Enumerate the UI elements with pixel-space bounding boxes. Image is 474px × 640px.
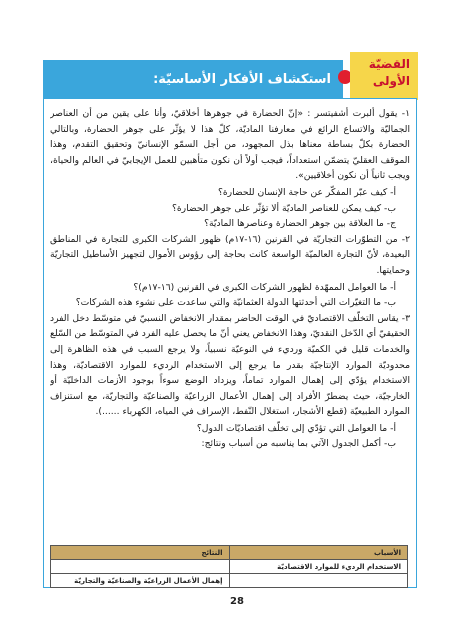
table-header-causes: الأسباب bbox=[229, 546, 408, 560]
table-cell: إهمال الأعمال الزراعيّة والصناعيّة والتجاريّة bbox=[51, 574, 230, 588]
question-2a: أ- ما العوامل الممهّدة لظهور الشركات الكبرى في القرنين (١٦-١٧م)؟ bbox=[133, 281, 396, 293]
issue-tag bbox=[350, 52, 418, 100]
paragraph-2: ٢- من التطوّرات التجاريّة في القرنين (١٦-١٧م) ظهور الشركات الكبرى للتجارة في المناطق البعيدة، لأنّ التجارة العالميّة الواسعة كانت بحاجة إلى رؤوس الأموال لتجهيز الأساطيل التجاريّة وحمايتها. bbox=[50, 233, 410, 276]
section-title-bar bbox=[43, 60, 343, 98]
question-2b: ب- ما التغيّرات التي أحدثتها الدولة العثمانيّة والتي ساعدت على نشوء هذه الشركات؟ bbox=[75, 297, 396, 309]
table-cell bbox=[51, 560, 230, 574]
question-3a: أ- ما العوامل التي تؤدّي إلى تخلّف اقتصاديّات الدول؟ bbox=[196, 422, 396, 434]
issue-tag-line1: القضيّة bbox=[368, 57, 410, 71]
page-number: 28 bbox=[230, 596, 244, 607]
paragraph-1: ١- يقول ألبرت أشفيتسر : «إنّ الحضارة في جوهرها أخلاقيّ، وأنا على يقين من أن العناصر الجماليّة والاتساع الرائع في معارفنا الماديّة، كلّ هذا لا يؤثّر على جوهر الحضارة، وبالتالي الحضارة بكلّ بساطة معناها بذل المجهود، من أجل السمّو الإنسانيّ وتحقيق التقدم، وهذا الموقف العقليّ يتضمّن استعداداً، فيجب أولاً أن نكون متأهبين للعمل الإيجابيّ في العالم والحياة، ويجب ثانياً أن نكون أخلاقيين». bbox=[50, 108, 410, 182]
table-header-results: النتائج bbox=[51, 546, 230, 560]
question-1a: أ- كيف عبّر المفكّر عن حاجة الإنسان للحضارة؟ bbox=[217, 186, 396, 198]
paragraph-3: ٣- يقاس التخلّف الاقتصاديّ في الوقت الحاضر بمقدار الانخفاض النسبيّ في متوسّط دخل الفرد الحقيقيّ أي الدّخل النقديّ، وهذا الانخفاض يعني أنّ ما يحصل عليه الفرد في المتوسّط من السّلع والخدمات قليل في الكميّة ورديء في النوعيّة نسبياً، ولا يرجع السبب في هذه الظاهرة إلى محدوديّة الموارد الإنتاجيّة بقدر ما يرجع إلى الاستخدام الرديء للموارد الاقتصاديّة، وهذا الاستخدام يؤدّي إلى إهمال الموارد تماماً، ويزداد الوضع سوءاً بوجود الأزمات الداخليّة أو الخارجيّة، حيث يضطرّ الأفراد إلى إهمال الأعمال الزراعيّة والصناعيّة والتجاريّة، مع استنزاف الموارد الطبيعيّة (قطع الأشجار، استغلال النّفط، الإسراف في المياه، الكهرباء ......). bbox=[50, 312, 410, 418]
question-1b: ب- كيف يمكن للعناصر الماديّة ألا تؤثّر على جوهر الحضارة؟ bbox=[171, 202, 396, 214]
causes-results-table bbox=[50, 545, 408, 588]
table-cell bbox=[229, 574, 408, 588]
question-3b: ب- أكمل الجدول الآتي بما يناسبه من أسباب ونتائج: bbox=[201, 438, 396, 450]
table-row bbox=[51, 574, 408, 588]
content-body bbox=[50, 106, 410, 582]
table-cell: الاستخدام الرديء للموارد الاقتصاديّة bbox=[229, 560, 408, 574]
table-header-row bbox=[51, 546, 408, 560]
issue-tag-line2: الأولى bbox=[372, 74, 410, 88]
section-title: استكشاف الأفكار الأساسيّة: bbox=[153, 71, 331, 87]
question-1c: ج- ما العلاقة بين جوهر الحضارة وعناصرها الماديّة؟ bbox=[204, 218, 396, 230]
table-row bbox=[51, 560, 408, 574]
